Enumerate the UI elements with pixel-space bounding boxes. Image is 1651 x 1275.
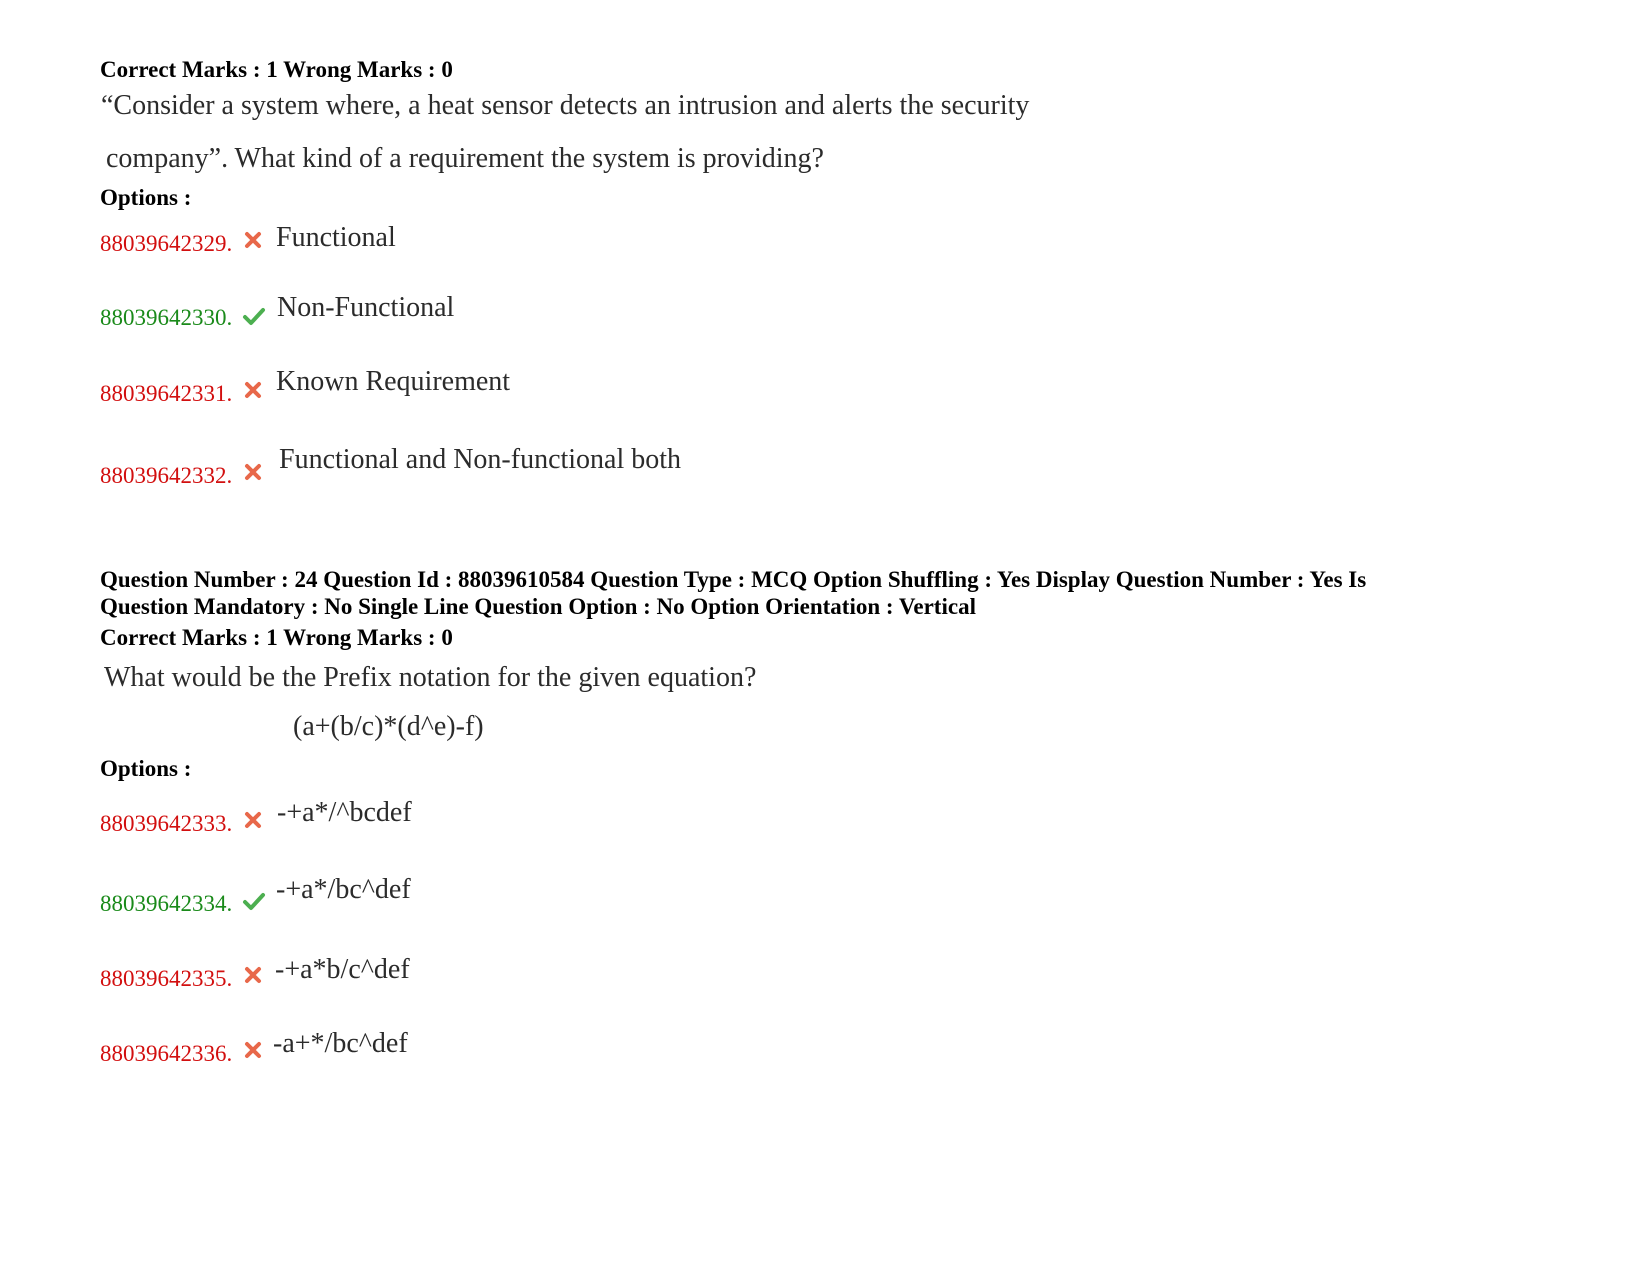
q24-metadata-line1: Question Number : 24 Question Id : 88039610584 Question Type : MCQ Option Shuffling : Yes Display Question Number : Yes Is: [100, 567, 1367, 592]
option-number: 88039642332.: [100, 463, 233, 488]
q24-options-label: Options :: [100, 756, 192, 781]
q24-metadata-line2: Question Mandatory : No Single Line Question Option : No Option Orientation : Vertical: [100, 594, 976, 619]
option-text: Functional and Non-functional both: [279, 444, 682, 475]
q24-equation: (a+(b/c)*(d^e)-f): [293, 711, 484, 742]
option-number: 88039642336.: [100, 1041, 233, 1066]
q24-question-text: What would be the Prefix notation for the given equation?: [104, 662, 757, 693]
option-text: -+a*b/c^def: [275, 954, 410, 985]
option-number: 88039642329.: [100, 231, 233, 256]
option-number: 88039642333.: [100, 811, 233, 836]
option-text: -+a*/bc^def: [276, 874, 411, 905]
option-number: 88039642330.: [100, 305, 233, 330]
cross-icon: [243, 230, 263, 250]
option-number: 88039642335.: [100, 966, 233, 991]
q23-question-text-line2: company”. What kind of a requirement the system is providing?: [106, 143, 824, 174]
cross-icon: [243, 1040, 263, 1060]
cross-icon: [243, 810, 263, 830]
option-text: Functional: [276, 222, 396, 253]
check-icon: [242, 891, 266, 911]
option-text: Non-Functional: [277, 292, 455, 323]
q23-options-label: Options :: [100, 185, 192, 210]
cross-icon: [243, 965, 263, 985]
option-number: 88039642331.: [100, 381, 233, 406]
cross-icon: [243, 380, 263, 400]
q24-marks: Correct Marks : 1 Wrong Marks : 0: [100, 625, 453, 650]
option-text: Known Requirement: [276, 366, 511, 397]
option-number: 88039642334.: [100, 891, 233, 916]
q23-marks: Correct Marks : 1 Wrong Marks : 0: [100, 57, 453, 82]
cross-icon: [243, 462, 263, 482]
q24-metadata: [100, 566, 1580, 620]
check-icon: [242, 306, 266, 326]
q23-question-text-line1: “Consider a system where, a heat sensor detects an intrusion and alerts the security: [101, 90, 1030, 121]
option-text: -a+*/bc^def: [273, 1028, 408, 1059]
option-text: -+a*/^bcdef: [277, 797, 412, 828]
